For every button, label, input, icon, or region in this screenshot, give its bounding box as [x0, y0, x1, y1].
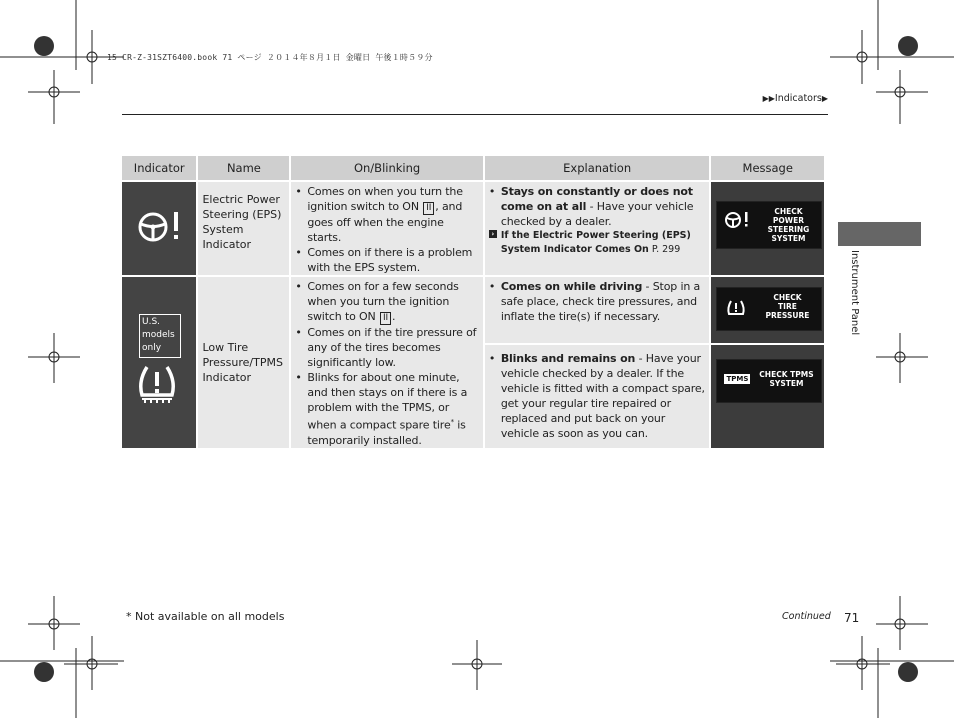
breadcrumb-link[interactable]: Indicators	[774, 93, 822, 104]
message-line: PRESSURE	[765, 311, 810, 320]
us-models-note: U.S. models only	[139, 314, 181, 358]
indicator-table	[120, 156, 826, 448]
tire-pressure-icon	[725, 299, 751, 319]
table-header-row	[122, 156, 824, 180]
list-item: • Comes on while driving - Stop in a safe place, check tire pressures, and inflate the tire(s) if necessary.	[487, 279, 706, 324]
indicator-cell	[122, 182, 196, 275]
message-line: SYSTEM	[769, 379, 804, 389]
table-row	[122, 182, 824, 275]
cross-reference-link[interactable]: › If the Electric Power Steering (EPS) System Indicator Comes On P. 299	[487, 229, 706, 257]
indicator-name: Electric Power Steering (EPS) System Indicator	[198, 182, 289, 275]
message-cell	[711, 277, 824, 343]
steering-warning-icon	[122, 182, 197, 262]
message-line: POWER	[772, 216, 804, 225]
steering-warning-icon	[724, 210, 752, 230]
list-item: • Comes on if the tire pressure of any of the tires becomes significantly low.	[293, 325, 478, 370]
continued-label: Continued	[782, 611, 831, 622]
section-tab	[838, 222, 921, 246]
section-label-text: Instrument Panel	[849, 250, 860, 336]
explanation-cell	[485, 277, 710, 343]
column-header: On/Blinking	[291, 156, 482, 180]
message-line: CHECK	[774, 207, 803, 216]
on-blinking-cell	[291, 182, 482, 275]
list-item: • Comes on if there is a problem with the EPS system.	[293, 245, 478, 275]
message-cell	[711, 182, 824, 275]
message-display	[716, 287, 822, 331]
indicator-cell	[122, 277, 196, 448]
message-line: CHECK TPMS	[759, 370, 814, 380]
explanation-cell	[485, 182, 710, 275]
list-item: • Comes on for a few seconds when you turn the ignition switch to ON II .	[293, 279, 478, 325]
list-item: • Stays on constantly or does not come on at all - Have your vehicle checked by a dealer.	[487, 184, 706, 229]
column-header: Indicator	[122, 156, 196, 180]
breadcrumb	[763, 93, 828, 104]
message-display	[716, 359, 822, 403]
ignition-on-symbol: II	[380, 312, 391, 325]
list-item: • Blinks and remains on - Have your vehicle checked by a dealer. If the vehicle is fitted with a compact spare, get your regular tire repaired or replaced and put back on your vehicle as soon as you can.	[487, 351, 706, 441]
section-label	[846, 250, 864, 340]
message-line: SYSTEM	[771, 234, 806, 243]
message-line: TIRE	[778, 302, 797, 311]
footnote: * Not available on all models	[126, 610, 285, 623]
list-item: • Blinks for about one minute, and then stays on if there is a problem with the TPMS, or when a compact spare tire* is temporarily installed.	[293, 370, 478, 448]
message-display	[716, 201, 822, 249]
on-blinking-cell	[291, 277, 482, 448]
indicator-name: Low Tire Pressure/TPMS Indicator	[198, 277, 289, 448]
tpms-badge: TPMS	[726, 375, 749, 384]
reference-page: P. 299	[648, 244, 681, 255]
column-header: Message	[711, 156, 824, 180]
print-info: 15 CR-Z-31SZT6400.book 71 ページ ２０１４年８月１日 金曜日 午後１時５９分	[107, 53, 433, 62]
message-line: STEERING	[767, 225, 810, 234]
ignition-on-symbol: II	[423, 202, 434, 215]
page-number: 71	[844, 611, 860, 625]
breadcrumb-suffix: ▶	[821, 94, 828, 103]
column-header: Explanation	[485, 156, 710, 180]
message-line: CHECK	[773, 293, 802, 302]
tire-pressure-icon	[122, 359, 197, 419]
explanation-cell	[485, 345, 710, 447]
footnote-marker: *	[450, 418, 454, 426]
header-rule	[122, 114, 828, 115]
table-row	[122, 277, 824, 343]
message-cell	[711, 345, 824, 447]
list-item: • Comes on when you turn the ignition switch to ON II , and goes off when the engine starts.	[293, 184, 478, 245]
column-header: Name	[198, 156, 289, 180]
reference-arrow-icon: ›	[489, 230, 497, 238]
breadcrumb-prefix: ▶▶	[762, 94, 775, 103]
